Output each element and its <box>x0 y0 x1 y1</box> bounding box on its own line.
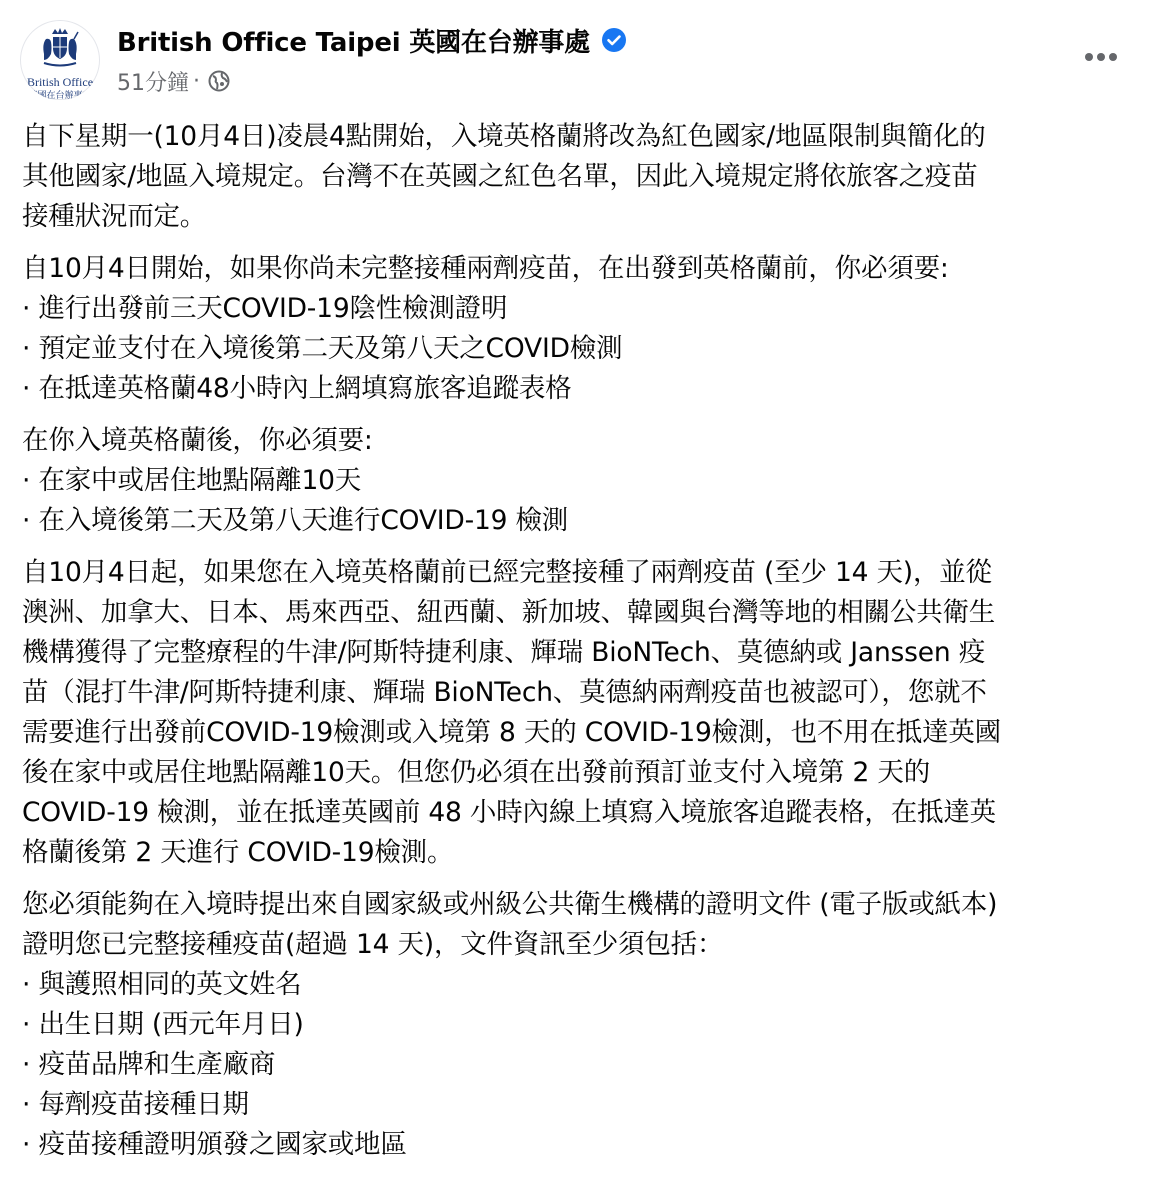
avatar-label-zh: 英國在台辦事處 <box>28 91 92 100</box>
globe-icon[interactable] <box>208 70 230 92</box>
page-name-link[interactable]: British Office Taipei 英國在台辦事處 <box>117 27 590 58</box>
text-line: 需要進行出發前COVID-19檢測或入境第 8 天的 COVID-19檢測，也不用在抵達英國 <box>22 717 1001 748</box>
text-line: 格蘭後第 2 天進行 COVID-19檢測。 <box>22 837 454 868</box>
bullet-line: · 預定並支付在入境後第二天及第八天之COVID檢測 <box>22 333 623 364</box>
post-meta <box>117 66 230 96</box>
verified-badge-icon[interactable] <box>602 28 626 52</box>
text-line: 接種狀況而定。 <box>22 201 207 232</box>
text-line: 自10月4日開始，如果你尚未完整接種兩劑疫苗，在出發到英格蘭前，你必須要: <box>22 253 949 284</box>
bullet-line: · 在家中或居住地點隔離10天 <box>22 465 362 496</box>
post-body <box>22 117 1142 1177</box>
text-line: 其他國家/地區入境規定。台灣不在英國之紅色名單，因此入境規定將依旅客之疫苗 <box>22 161 978 192</box>
bullet-line: · 在抵達英格蘭48小時內上網填寫旅客追蹤表格 <box>22 373 572 404</box>
text-line: 在你入境英格蘭後，你必須要: <box>22 425 373 456</box>
page-name-row <box>117 22 626 58</box>
post-paragraph <box>22 885 1142 1165</box>
page-avatar[interactable] <box>20 20 100 100</box>
bullet-line: · 進行出發前三天COVID-19陰性檢測證明 <box>22 293 508 324</box>
post-header <box>0 0 1156 110</box>
post-paragraph <box>22 421 1142 541</box>
text-line: COVID-19 檢測，並在抵達英國前 48 小時內線上填寫入境旅客追蹤表格，在抵達英 <box>22 797 996 828</box>
bullet-line: · 每劑疫苗接種日期 <box>22 1089 249 1120</box>
bullet-line: · 疫苗接種證明頒發之國家或地區 <box>22 1129 407 1160</box>
text-line: 您必須能夠在入境時提出來自國家級或州級公共衛生機構的證明文件 (電子版或紙本) <box>22 889 998 920</box>
text-line: 證明您已完整接種疫苗(超過 14 天)，文件資訊至少須包括： <box>22 929 724 960</box>
text-line: 機構獲得了完整療程的牛津/阿斯特捷利康、輝瑞 BioNTech、莫德納或 Janssen 疫 <box>22 637 985 668</box>
bullet-line: · 疫苗品牌和生產廠商 <box>22 1049 276 1080</box>
text-line: 苗（混打牛津/阿斯特捷利康、輝瑞 BioNTech、莫德納兩劑疫苗也被認可），您就不 <box>22 677 987 708</box>
bullet-line: · 在入境後第二天及第八天進行COVID-19 檢測 <box>22 505 569 536</box>
post-paragraph <box>22 553 1142 873</box>
post-paragraph <box>22 249 1142 409</box>
post-timestamp-link[interactable]: 51分鐘 <box>117 70 189 96</box>
text-line: 自10月4日起，如果您在入境英格蘭前已經完整接種了兩劑疫苗 (至少 14 天)，並從 <box>22 557 992 588</box>
post-paragraph <box>22 117 1142 237</box>
post-options-button[interactable] <box>1078 40 1124 74</box>
bullet-line: · 與護照相同的英文姓名 <box>22 969 302 1000</box>
meta-separator: · <box>193 68 200 94</box>
avatar-label-en: British Office <box>26 75 94 89</box>
text-line: 澳洲、加拿大、日本、馬來西亞、紐西蘭、新加坡、韓國與台灣等地的相關公共衛生 <box>22 597 996 628</box>
text-line: 自下星期一(10月4日)凌晨4點開始，入境英格蘭將改為紅色國家/地區限制與簡化的 <box>22 121 986 152</box>
ellipsis-icon <box>1084 52 1118 62</box>
text-line: 後在家中或居住地點隔離10天。但您仍必須在出發前預訂並支付入境第 2 天的 <box>22 757 931 788</box>
bullet-line: · 出生日期 (西元年月日) <box>22 1009 304 1040</box>
